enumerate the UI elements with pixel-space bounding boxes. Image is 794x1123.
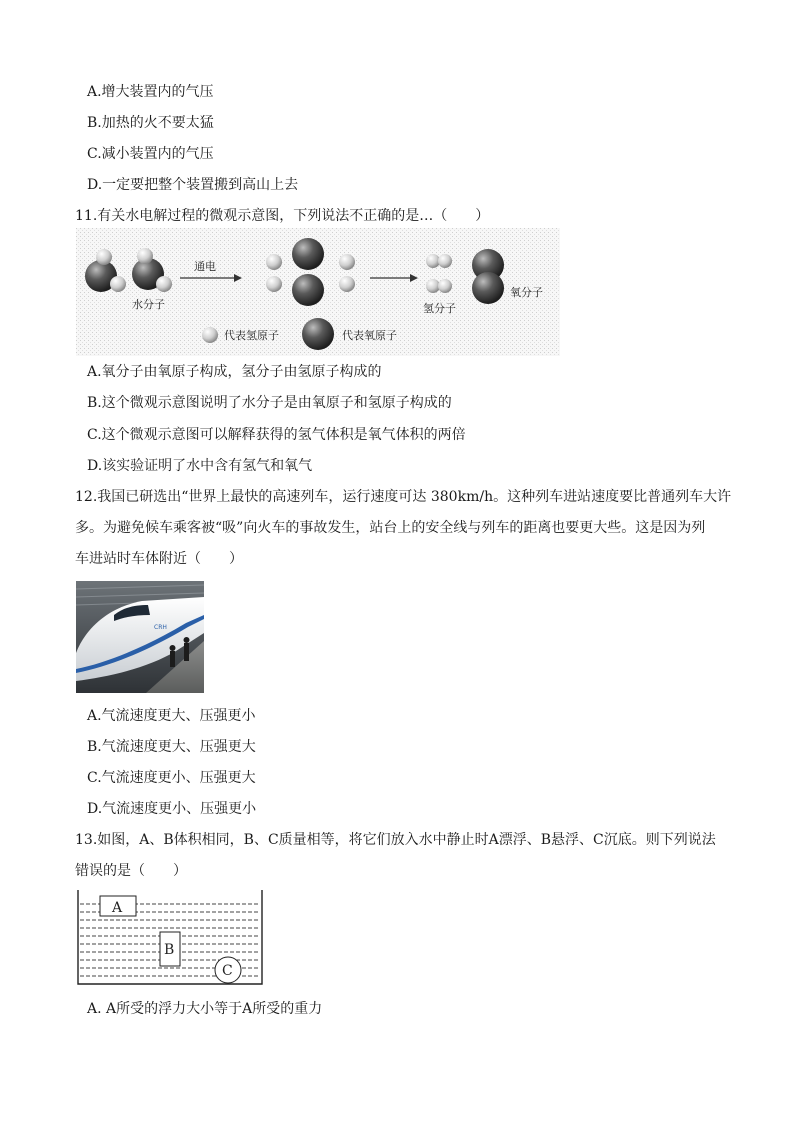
q10-option-b: B.加热的火不要太猛	[87, 115, 214, 131]
legend-oxygen-label: 代表氧原子	[342, 329, 397, 342]
legend-oxygen	[302, 318, 334, 350]
electrolysis-svg	[76, 228, 560, 356]
buoyancy-svg	[76, 888, 264, 988]
oxygen-molecule-label: 氧分子	[510, 286, 543, 299]
electrolysis-diagram	[76, 228, 560, 356]
q11-option-b: B.这个微观示意图说明了水分子是由氧原子和氢原子构成的	[87, 395, 452, 411]
water-molecule-label: 水分子	[132, 298, 165, 311]
legend-hydrogen	[202, 327, 218, 343]
arrow-label-electricity: 通电	[194, 260, 216, 273]
q13-stem-line-1: 13.如图，A、B体积相同，B、C质量相等，将它们放入水中静止时A漂浮、B悬浮、C沉底。则下列说法	[75, 832, 716, 848]
q10-option-a: A.增大装置内的气压	[87, 84, 214, 100]
buoyancy-diagram	[76, 888, 264, 988]
q11-stem: 11.有关水电解过程的微观示意图，下列说法不正确的是…（ ）	[75, 208, 490, 224]
q10-option-c: C.减小装置内的气压	[87, 146, 214, 162]
ball-c-label: C	[222, 963, 233, 979]
train-photo	[76, 581, 204, 693]
q12-option-c: C.气流速度更小、压强更大	[87, 770, 256, 786]
q12-stem-line-3: 车进站时车体附近（ ）	[75, 551, 243, 567]
q12-stem-line-1: 12.我国已研选出“世界上最快的高速列车，运行速度可达 380km/h。这种列车进站速度要比普通列车大许	[75, 489, 732, 505]
q12-option-a: A.气流速度更大、压强更小	[87, 708, 256, 724]
q12-option-d: D.气流速度更小、压强更小	[87, 801, 257, 817]
block-b-label: B	[164, 942, 175, 958]
legend-hydrogen-label: 代表氢原子	[224, 329, 279, 342]
q12-stem-line-2: 多。为避免候车乘客被“吸”向火车的事故发生，站台上的安全线与列车的距离也要更大些。这是因为列	[75, 520, 706, 536]
q13-option-a: A. A所受的浮力大小等于A所受的重力	[87, 1001, 323, 1017]
q11-option-c: C.这个微观示意图可以解释获得的氢气体积是氧气体积的两倍	[87, 427, 466, 443]
train-photo-svg	[76, 581, 204, 693]
block-a-label: A	[112, 900, 123, 916]
q11-option-d: D.该实验证明了水中含有氢气和氧气	[87, 458, 313, 474]
q12-option-b: B.气流速度更大、压强更大	[87, 739, 256, 755]
q13-stem-line-2: 错误的是（ ）	[75, 863, 187, 879]
train-logo-text: CRH	[154, 624, 167, 631]
q10-option-d: D.一定要把整个装置搬到高山上去	[87, 177, 299, 193]
hydrogen-molecule-label: 氢分子	[423, 302, 456, 315]
q11-option-a: A.氧分子由氧原子构成，氢分子由氢原子构成的	[87, 364, 382, 380]
